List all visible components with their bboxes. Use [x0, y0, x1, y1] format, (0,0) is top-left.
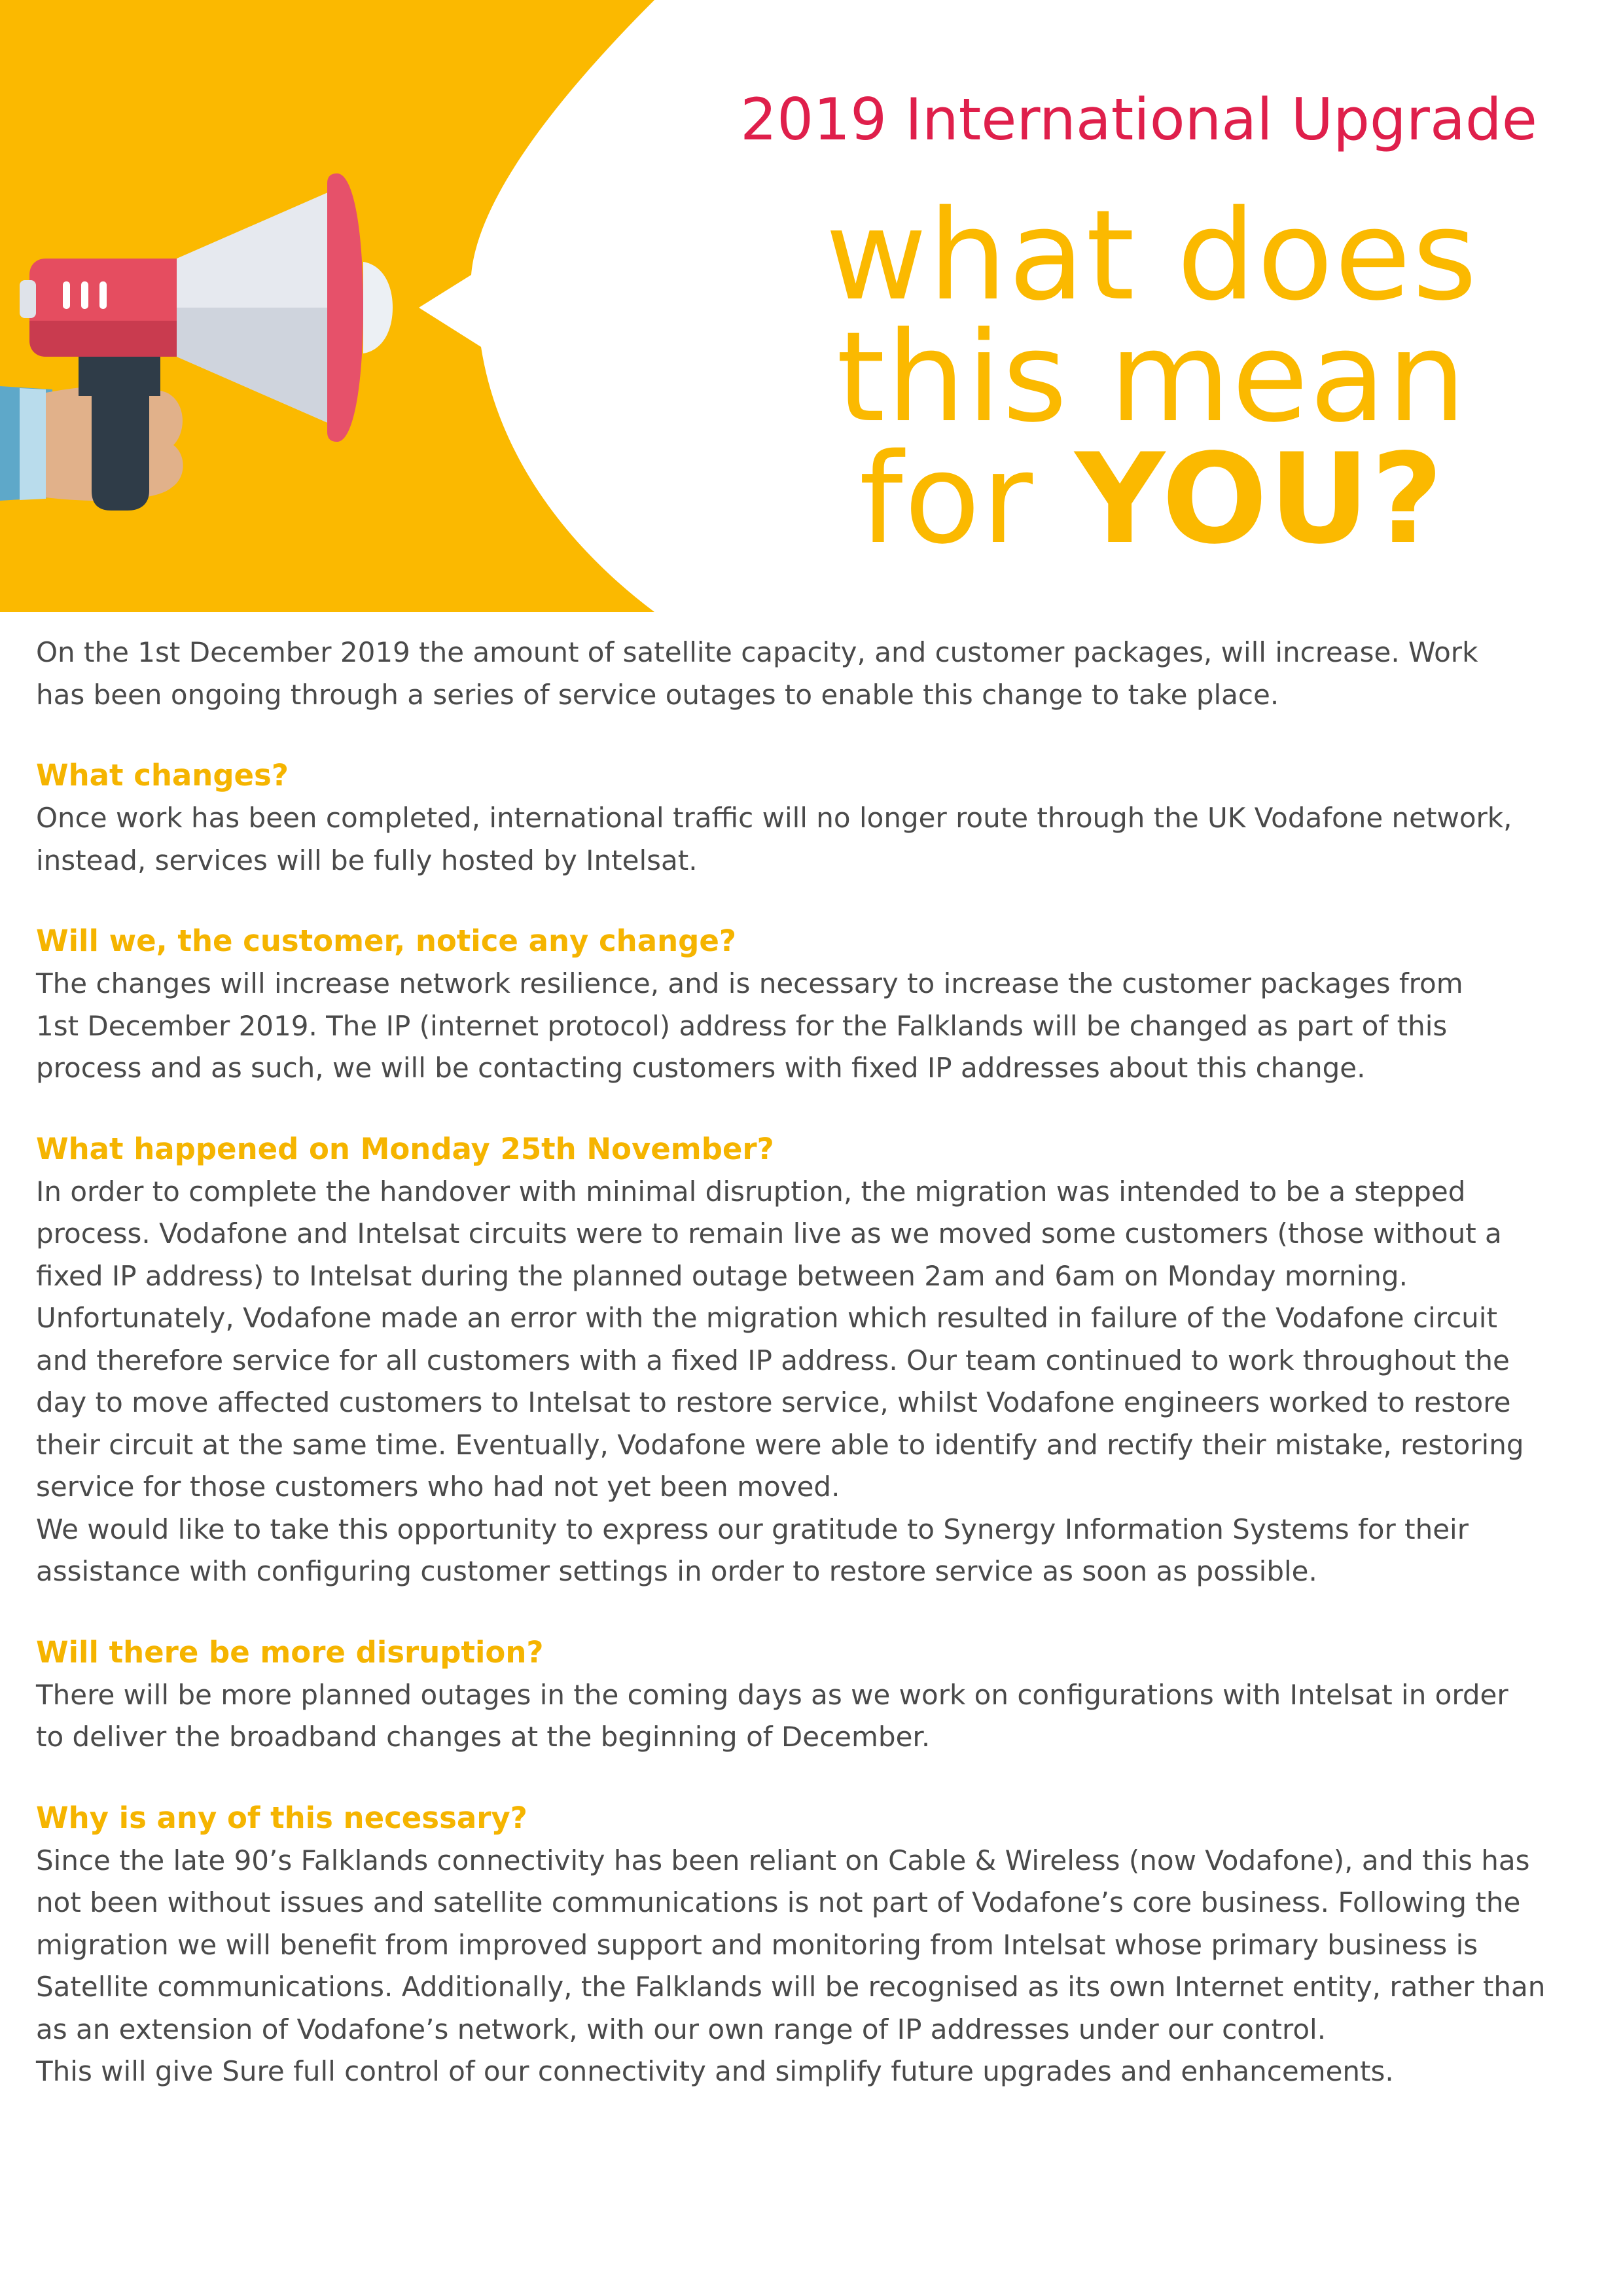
paragraph-line: The changes will increase network resilience, and is necessary to increase the customer packages from: [36, 967, 1463, 999]
headline: [726, 183, 1577, 571]
paragraph-line: Since the late 90’s Falklands connectivity has been reliant on Cable & Wireless (now Vodafone), and this has: [36, 1844, 1530, 1876]
section-heading: What happened on Monday 25th November?: [36, 1131, 774, 1166]
paragraph-line: Satellite communications. Additionally, the Falklands will be recognised as its own Internet entity, rather than: [36, 1971, 1546, 2003]
paragraph-line: and therefore service for all customers with a fixed IP address. Our team continued to work throughout the: [36, 1344, 1510, 1376]
intro-line: has been ongoing through a series of service outages to enable this change to take place.: [36, 678, 1279, 711]
paragraph-line: service for those customers who had not yet been moved.: [36, 1471, 840, 1503]
section-heading: Will we, the customer, notice any change?: [36, 924, 736, 958]
headline-line-3: [726, 427, 1577, 571]
paragraph-line: day to move affected customers to Intelsat to restore service, whilst Vodafone engineers worked to restore: [36, 1386, 1511, 1418]
section-paragraph: [36, 963, 1594, 1090]
paragraph-line: fixed IP address) to Intelsat during the planned outage between 2am and 6am on Monday morning.: [36, 1259, 1408, 1292]
paragraph-line: process. Vodafone and Intelsat circuits were to remain live as we moved some customers (those without a: [36, 1217, 1502, 1249]
sleeve-cuff: [20, 388, 46, 500]
hero-banner: [0, 0, 1623, 612]
section-why-necessary: [36, 1796, 1594, 2093]
section-paragraph: [36, 797, 1594, 882]
section-more-disruption: [36, 1630, 1594, 1759]
section-paragraph: [36, 1171, 1594, 1593]
intro-line: On the 1st December 2019 the amount of satellite capacity, and customer packages, will increase. Work: [36, 636, 1478, 668]
section-heading: What changes?: [36, 758, 289, 793]
paragraph-line: We would like to take this opportunity to express our gratitude to Synergy Information Systems for their: [36, 1513, 1469, 1545]
section-paragraph: [36, 1840, 1594, 2093]
article-body: [36, 632, 1594, 2093]
paragraph-line: process and as such, we will be contacting customers with fixed IP addresses about this change.: [36, 1052, 1366, 1084]
paragraph-line: Unfortunately, Vodafone made an error with the migration which resulted in failure of the Vodafone circuit: [36, 1302, 1497, 1334]
section-notice-change: [36, 919, 1594, 1090]
paragraph-line: as an extension of Vodafone’s network, with our own range of IP addresses under our control.: [36, 2013, 1327, 2045]
paragraph-line: migration we will benefit from improved support and monitoring from Intelsat whose primary business is: [36, 1928, 1478, 1961]
paragraph-line: assistance with configuring customer settings in order to restore service as soon as possible.: [36, 1555, 1317, 1587]
paragraph-line: There will be more planned outages in the coming days as we work on configurations with Intelsat in order: [36, 1678, 1508, 1711]
paragraph-line: to deliver the broadband changes at the beginning of December.: [36, 1721, 931, 1753]
section-monday-25th: [36, 1127, 1594, 1593]
paragraph-line: This will give Sure full control of our connectivity and simplify future upgrades and enhancements.: [36, 2055, 1394, 2087]
section-paragraph: [36, 1674, 1594, 1759]
headline-line-3-prefix: for: [859, 427, 1075, 571]
headline-line-2: this mean: [836, 305, 1467, 450]
paragraph-line: In order to complete the handover with minimal disruption, the migration was intended to be a stepped: [36, 1175, 1466, 1208]
paragraph-line: Once work has been completed, international traffic will no longer route through the UK Vodafone network,: [36, 802, 1512, 834]
intro-paragraph: [36, 632, 1594, 716]
paragraph-line: their circuit at the same time. Eventually, Vodafone were able to identify and rectify their mistake, restoring: [36, 1428, 1524, 1461]
paragraph-line: instead, services will be fully hosted by Intelsat.: [36, 844, 698, 876]
paragraph-line: 1st December 2019. The IP (internet protocol) address for the Falklands will be changed as part of this: [36, 1009, 1448, 1042]
section-heading: Will there be more disruption?: [36, 1634, 544, 1670]
section-heading: Why is any of this necessary?: [36, 1800, 527, 1835]
headline-line-1: what does: [825, 183, 1478, 328]
subtitle: 2019 International Upgrade: [740, 86, 1537, 153]
section-what-changes: [36, 753, 1594, 882]
headline-emphasis: YOU?: [1075, 427, 1445, 571]
paragraph-line: not been without issues and satellite communications is not part of Vodafone’s core business. Following the: [36, 1886, 1521, 1918]
